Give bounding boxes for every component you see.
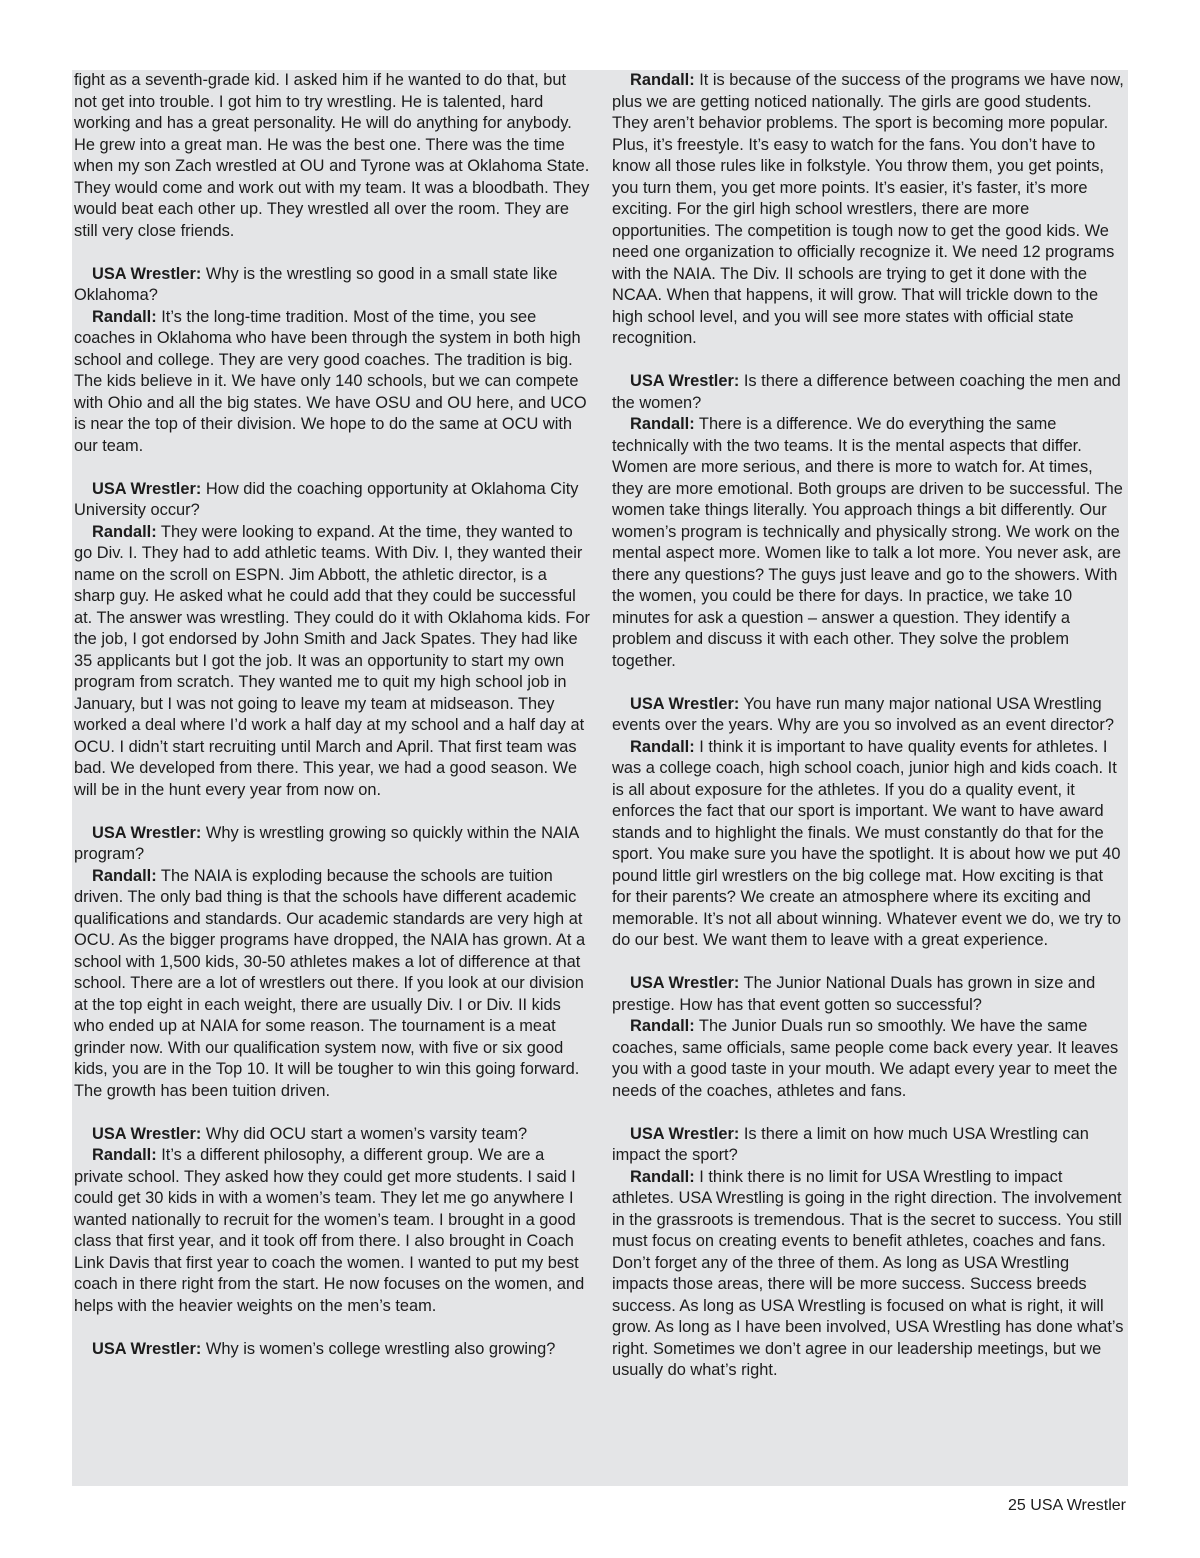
question-speaker: USA Wrestler: <box>92 1339 202 1358</box>
answer-paragraph <box>74 1145 592 1317</box>
question-text: Is there a limit on how much USA Wrestling can impact the sport? <box>612 1124 1089 1164</box>
answer-text: The Junior Duals run so smoothly. We have the same coaches, same officials, same people come back every year. It leaves you with a good taste in your mouth. We adapt every year to meet the needs of the coaches, athletes and fans. <box>612 1017 1119 1100</box>
question-paragraph <box>612 1124 1126 1167</box>
answer-speaker: Randall: <box>630 1167 695 1186</box>
question-text: How did the coaching opportunity at Oklahoma City University occur? <box>74 479 579 519</box>
right-intro-paragraph <box>612 70 1126 350</box>
question-text: Why is the wrestling so good in a small state like Oklahoma? <box>74 264 558 304</box>
answer-text: There is a difference. We do everything the same technically with the two teams. It is the mental aspects that differ. Women are more serious, and there is more to watch for. At times, they are more emotional. Both groups are driven to be successful. The women take things literally. You approach things a bit differently. Our women’s program is technically and physically strong. We work on the mental aspect more. Women like to talk a lot more. You never ask, are there any questions? The guys just leave and go to the showers. With the women, you could be there for days. In practice, we take 10 minutes for ask a question – answer a question. They identify a problem and discuss it with each other. They solve the problem together. <box>612 415 1123 670</box>
question-speaker: USA Wrestler: <box>92 1124 202 1143</box>
answer-paragraph <box>74 307 592 458</box>
answer-paragraph <box>612 414 1126 672</box>
question-text: Why is women’s college wrestling also growing? <box>201 1339 556 1358</box>
answer-speaker: Randall: <box>630 737 695 756</box>
answer-text: It’s a different philosophy, a different group. We are a private school. They asked how they could get more students. I said I could get 30 kids in with a women’s team. They let me go anywhere I wanted nationally to recruit for the women’s team. I brought in a good class that first year, and it took off from there. I also brought in Coach Link Davis that first year to coach the women. I wanted to put my best coach in there right from the start. He now focuses on the women, and helps with the heavier weights on the men’s team. <box>74 1146 585 1315</box>
left-intro-paragraph: fight as a seventh-grade kid. I asked him if he wanted to do that, but not get into trouble. I got him to try wrestling. He is talented, hard working and has a great personality. He will do anything for anybody. He grew into a great man. He was the best one. There was the time when my son Zach wrestled at OU and Tyrone was at Oklahoma State. They would come and work out with my team. It was a bloodbath. They would beat each other up. They wrestled all over the room. They are still very close friends. <box>74 71 590 240</box>
question-text: Is there a difference between coaching the men and the women? <box>612 372 1121 412</box>
question-speaker: USA Wrestler: <box>630 974 740 992</box>
answer-speaker: Randall: <box>630 1017 695 1035</box>
answer-speaker: Randall: <box>92 1146 157 1164</box>
answer-speaker: Randall: <box>630 415 695 433</box>
answer-text: The NAIA is exploding because the schools are tuition driven. The only bad thing is that the schools have different academic qualifications and standards. Our academic standards are very high at OCU. As the bigger programs have dropped, the NAIA has grown. At a school with 1,500 kids, 30-50 athletes makes a lot of difference at that school. There are a lot of wrestlers out there. If you look at our division at the top eight in each weight, there are usually Div. I or Div. II kids who ended up at NAIA for some reason. The tournament is a meat grinder now. With our qualification system now, with five or six good kids, you are in the Top 10. It will be tougher to win this going forward. The growth has been tuition driven. <box>74 866 586 1100</box>
question-paragraph <box>612 973 1126 1016</box>
question-text: You have run many major national USA Wrestling events over the years. Why are you so involved as an event director? <box>612 694 1114 734</box>
answer-paragraph <box>74 522 592 802</box>
question-text: Why is wrestling growing so quickly within the NAIA program? <box>74 823 579 863</box>
answer-text: It is because of the success of the programs we have now, plus we are getting noticed nationally. The girls are good students. They aren’t behavior problems. The sport is becoming more popular. Plus, it’s freestyle. It’s easy to watch for the fans. You don’t have to know all those rules like in folkstyle. You throw them, you get points, you turn them, you get more points. It’s easier, it’s faster, it’s more exciting. For the girl high school wrestlers, there are more opportunities. The competition is tough now to get the good kids. We need one organization to officially recognize it. We need 12 programs with the NAIA. The Div. II schools are trying to get it done with the NCAA. When that happens, it will grow. That will trickle down to the high school level, and you will see more states with official state recognition. <box>612 71 1124 347</box>
question-speaker: USA Wrestler: <box>92 479 202 498</box>
right-column <box>612 70 1126 1382</box>
question-paragraph <box>74 823 592 866</box>
page-footer: 25 USA Wrestler <box>1008 1497 1126 1514</box>
question-paragraph <box>612 371 1126 414</box>
answer-paragraph <box>612 737 1126 952</box>
answer-paragraph <box>74 866 592 1103</box>
question-paragraph <box>74 1339 592 1361</box>
question-paragraph <box>74 1124 592 1146</box>
answer-speaker: Randall: <box>92 307 157 326</box>
question-speaker: USA Wrestler: <box>630 372 740 390</box>
question-speaker: USA Wrestler: <box>630 1124 740 1143</box>
question-speaker: USA Wrestler: <box>92 264 202 283</box>
question-paragraph <box>74 479 592 522</box>
left-column <box>74 70 592 1360</box>
answer-text: I think it is important to have quality events for athletes. I was a college coach, high school coach, junior high and kids coach. It is all about exposure for the athletes. If you do a quality event, it enforces the fact that our sport is important. We want to have award stands and to highlight the finals. We must constantly do that for the sport. You make sure you have the spotlight. It is about how we put 40 pound little girl wrestlers on the big college mat. How exciting is that for their parents? We create an atmosphere where its exciting and memorable. It’s not all about winning. Whatever event we do, we try to do our best. We want them to leave with a great experience. <box>612 737 1121 949</box>
answer-speaker: Randall: <box>92 522 157 541</box>
answer-paragraph <box>612 1167 1126 1382</box>
answer-text: It’s the long-time tradition. Most of the time, you see coaches in Oklahoma who have been through the system in both high school and college. They are very good coaches. The tradition is big. The kids believe in it. We have only 140 schools, but we can compete with Ohio and all the big states. We have OSU and OU here, and UCO is near the top of their division. We hope to do the same at OCU with our team. <box>74 307 587 455</box>
question-text: Why did OCU start a women’s varsity team? <box>201 1124 528 1143</box>
question-speaker: USA Wrestler: <box>630 694 740 713</box>
answer-text: I think there is no limit for USA Wrestling to impact athletes. USA Wrestling is going in the right direction. The involvement in the grassroots is tremendous. That is the secret to success. You still must focus on creating events to benefit athletes, coaches and fans. Don’t forget any of the three of them. As long as USA Wrestling impacts those areas, there will be more success. Success breeds success. As long as USA Wrestling is focused on what is right, it will grow. As long as I have been involved, USA Wrestling has done what’s right. Sometimes we don’t agree in our leadership meetings, but we usually do what’s right. <box>612 1167 1124 1379</box>
question-speaker: USA Wrestler: <box>92 823 202 842</box>
question-paragraph <box>612 694 1126 737</box>
question-text: The Junior National Duals has grown in size and prestige. How has that event gotten so successful? <box>612 974 1096 1014</box>
answer-paragraph <box>612 1016 1126 1102</box>
answer-speaker: Randall: <box>92 866 157 885</box>
question-paragraph <box>74 264 592 307</box>
answer-text: They were looking to expand. At the time, they wanted to go Div. I. They had to add athletic teams. With Div. I, they wanted their name on the scroll on ESPN. Jim Abbott, the athletic director, is a sharp guy. He asked what he could add that they could be successful at. The answer was wrestling. They could do it with Oklahoma kids. For the job, I got endorsed by John Smith and Jack Spates. They had like 35 applicants but I got the job. It was an opportunity to start my own program from scratch. They wanted me to quit my high school job in January, but I was not going to leave my team at midseason. They worked a deal where I’d work a half day at my school and a half day at OCU. I didn’t start recruiting until March and April. That first team was bad. We developed from there. This year, we had a good season. We will be in the hunt every year from now on. <box>74 522 590 799</box>
answer-speaker: Randall: <box>630 71 695 89</box>
